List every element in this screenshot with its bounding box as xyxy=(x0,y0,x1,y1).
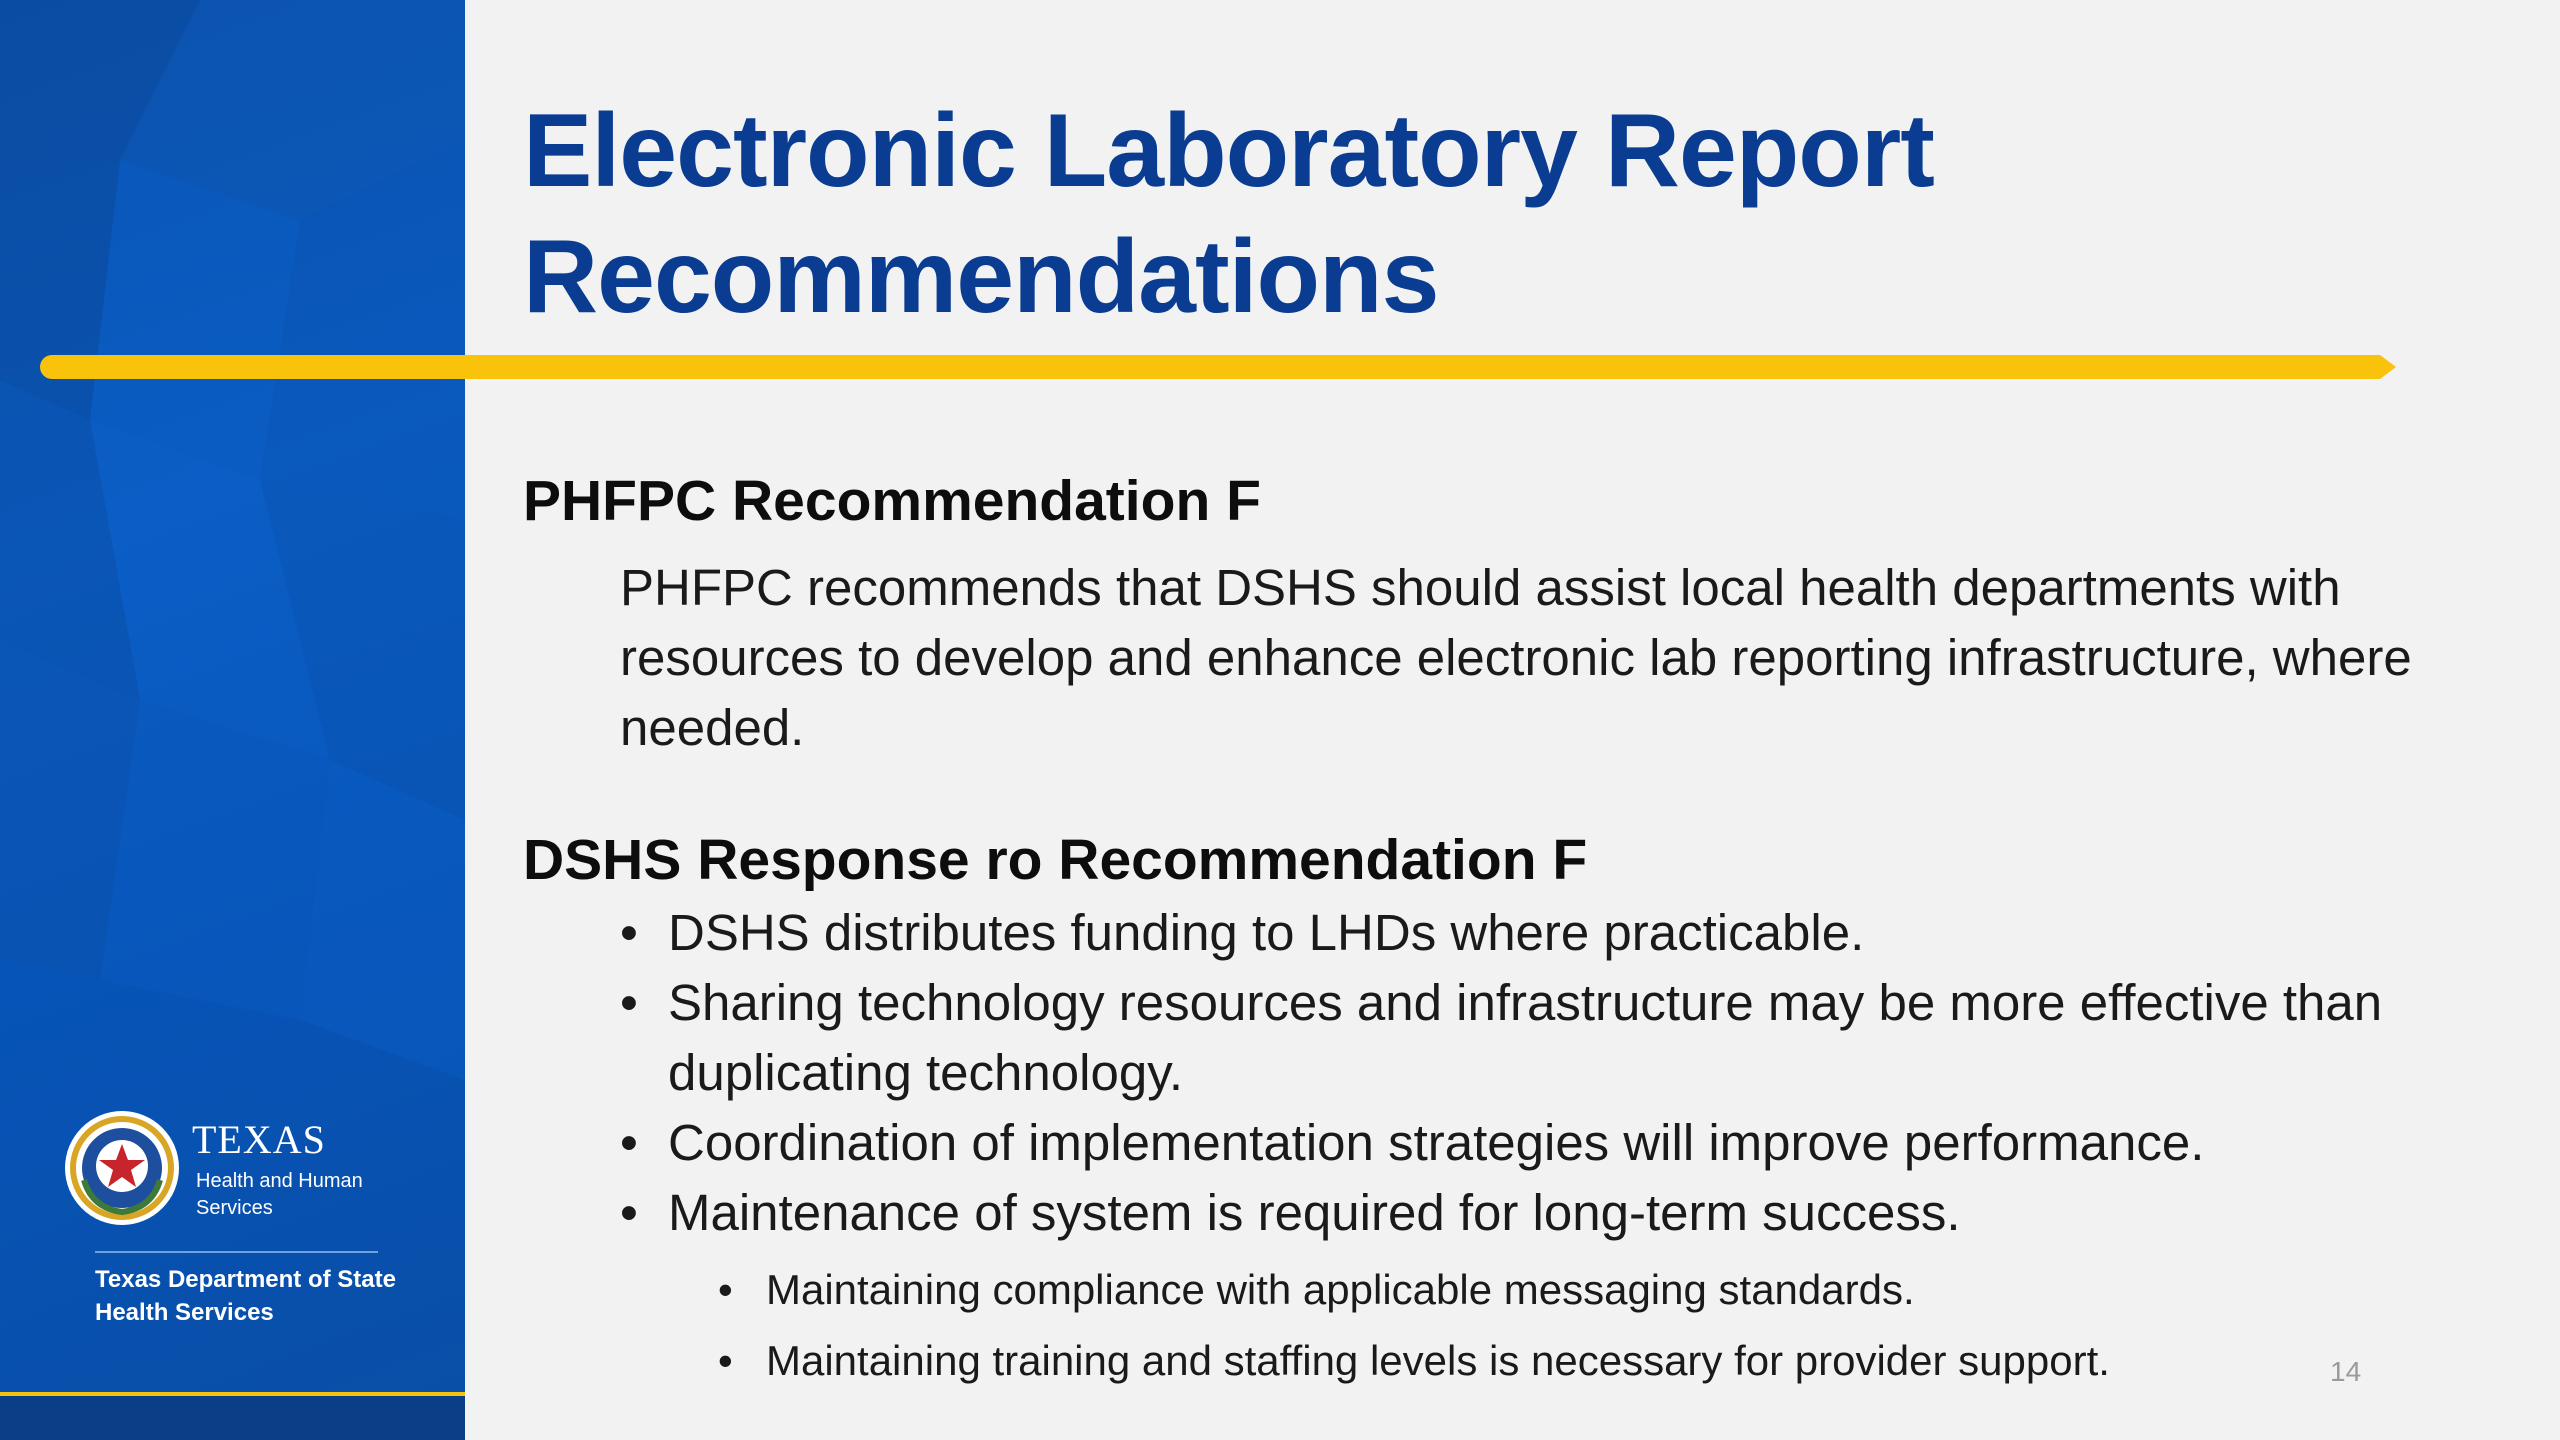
bullet-item: • Coordination of implementation strategies will improve performance. xyxy=(620,1108,2500,1178)
title-line-2: Recommendations xyxy=(523,219,1439,335)
sub-bullet-item: • Maintaining training and staffing levels is necessary for provider support. xyxy=(718,1325,2500,1396)
bullet-item-with-subpoints xyxy=(620,1178,2500,1396)
section-heading-response: DSHS Response ro Recommendation F xyxy=(523,828,1588,892)
bullet-item-text: Maintenance of system is required for long-term success. xyxy=(668,1184,1961,1241)
bullet-item: • DSHS distributes funding to LHDs where practicable. xyxy=(620,898,2500,968)
side-panel xyxy=(0,0,465,1440)
logo-subtitle: Health and Human Services xyxy=(196,1170,363,1219)
page-number: 14 xyxy=(2330,1356,2362,1387)
sub-bullet-item: • Maintaining compliance with applicable messaging standards. xyxy=(718,1254,2500,1325)
title-underline-bar xyxy=(40,355,2380,379)
logo-divider xyxy=(95,1251,378,1253)
logo-texas-text: TEXAS xyxy=(192,1117,326,1162)
hhs-logo xyxy=(62,1108,382,1233)
texas-star-seal-icon xyxy=(62,1108,182,1228)
slide-title xyxy=(523,88,2423,340)
side-bottom-bar xyxy=(0,1396,465,1440)
title-line-1: Electronic Laboratory Report xyxy=(523,93,1934,209)
section-heading-recommendation: PHFPC Recommendation F xyxy=(523,469,1261,533)
bullet-item: • Sharing technology resources and infrastructure may be more effective than duplicating technology. xyxy=(620,968,2500,1108)
recommendation-paragraph: PHFPC recommends that DSHS should assist local health departments with resources to develop and enhance electronic lab reporting infrastructure, where needed. xyxy=(620,559,2412,756)
response-bullet-list xyxy=(620,898,2500,1396)
agency-name: Texas Department of State Health Services xyxy=(95,1266,396,1326)
sub-bullet-list xyxy=(718,1254,2500,1396)
